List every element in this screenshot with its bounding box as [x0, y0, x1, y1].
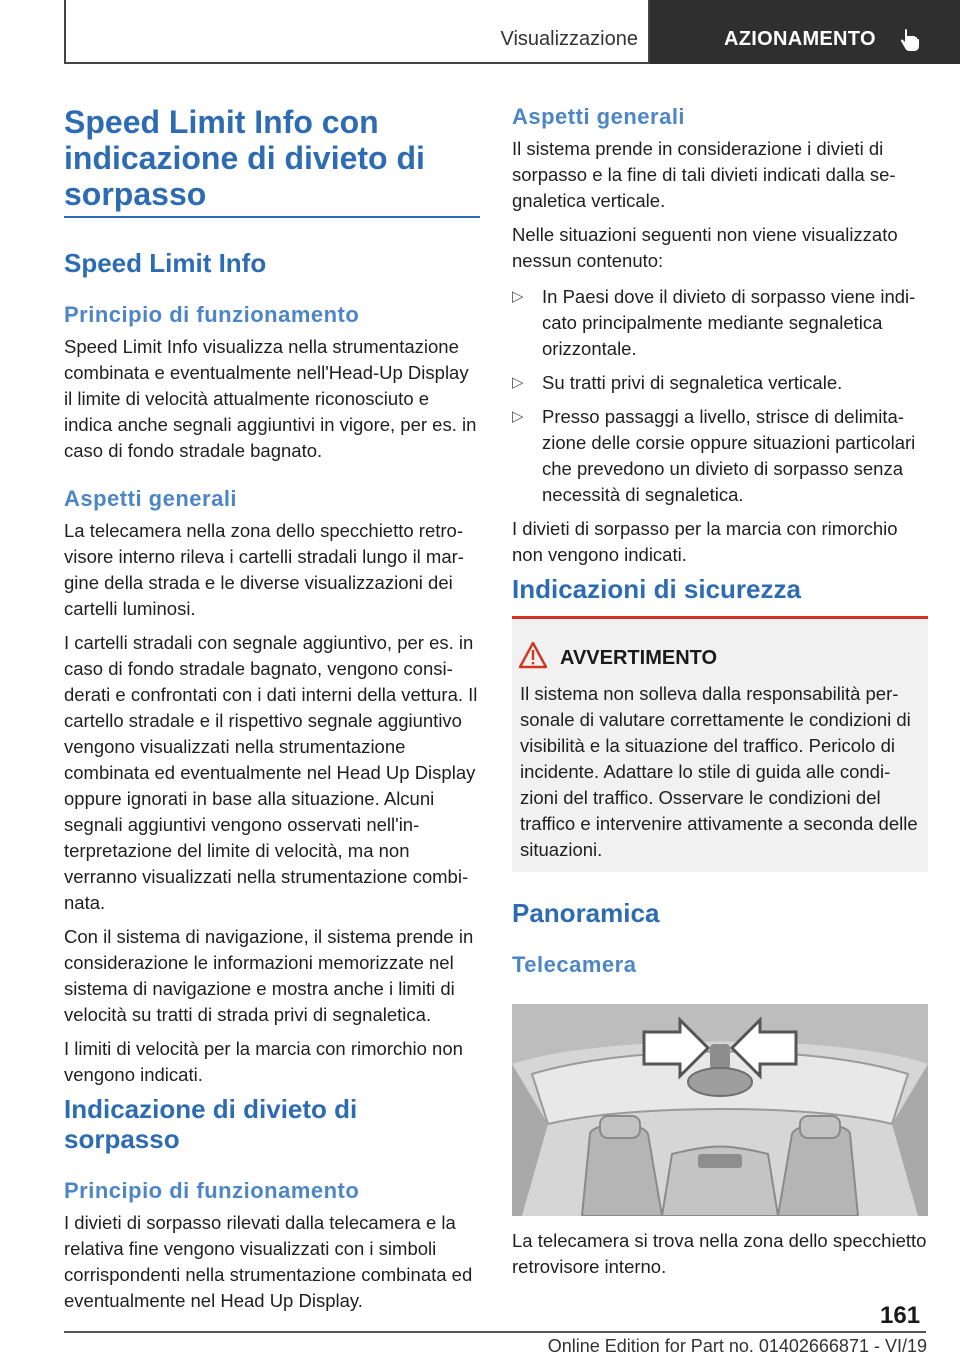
bullet-triangle-icon: ▷ [512, 374, 524, 391]
list-item [512, 284, 928, 362]
list-item [512, 370, 928, 396]
heading-overtake-indication: Indicazione di divieto di sorpasso [64, 1094, 358, 1154]
right-safety-heading-block [512, 574, 928, 604]
paragraph-principle: Speed Limit Info visualizza nella strumentazione combinata e eventualmente nell'Head-Up Display il limite di velocità attualmente riconosciuto e indica anche segnali aggiuntivi in vigore, per es. in caso di fondo stradale bagnato. [64, 336, 477, 461]
left-section-speed-limit [64, 248, 480, 278]
title-underline [64, 216, 480, 218]
footer-rule [64, 1331, 926, 1333]
paragraph-general-4: I limiti di velocità per la marcia con rimorchio non vengono indicati. [64, 1038, 463, 1085]
heading-speed-limit-info: Speed Limit Info [64, 248, 267, 278]
hand-pointer-icon [898, 28, 922, 54]
heading-general: Aspetti generali [64, 486, 238, 511]
car-interior-illustration [512, 1004, 928, 1216]
page-number: 161 [880, 1302, 921, 1329]
paragraph-general-2: I cartelli stradali con segnale aggiuntivo, per es. in caso di fondo stradale bagnato, vengono considerati e confrontati con i dati interni della vettura. Il cartello stradale e il rispettivo segnale aggiuntivo vengono visualizzati nella strumentazione combinata ed eventualmente nel Head Up Display oppure ignorati in base alla situazione. Alcuni segnali aggiuntivi vengono osservati nell'interpretazione del limite di velocità, ma non verranno visualizzati nella strumentazione combinata. [64, 632, 478, 913]
list-item [512, 404, 928, 508]
page-title: Speed Limit Info con indicazione di divieto di sorpasso [64, 104, 425, 212]
warning-title: AVVERTIMENTO [560, 647, 718, 669]
situations-list [512, 284, 928, 508]
right-general-block [512, 104, 928, 568]
paragraph-right-general-2: Nelle situazioni seguenti non viene visualizzato nessun contenuto: [512, 224, 898, 271]
bullet-triangle-icon: ▷ [512, 408, 524, 425]
camera-location-figure [512, 1004, 928, 1216]
paragraph-general-3: Con il sistema di navigazione, il sistema prende in considerazione le informazioni memorizzate nel sistema di navigazione e mostra anche i limiti di velocità su tratti di strada privi di segnaletica. [64, 926, 474, 1025]
paragraph-right-general-3: I divieti di sorpasso per la marcia con rimorchio non vengono indicati. [512, 518, 898, 565]
header-section-label: Visualizzazione [500, 28, 638, 50]
left-principle-block [64, 302, 480, 464]
warning-box [512, 616, 928, 872]
paragraph-general-1: La telecamera nella zona dello specchietto retrovisore interno rileva i cartelli stradali lungo il margine della strada e le diverse visualizzazioni dei cartelli luminosi. [64, 520, 464, 619]
warning-triangle-icon [518, 641, 548, 669]
paragraph-overtake: I divieti di sorpasso rilevati dalla telecamera e la relativa fine vengono visualizzati con i simboli corrispondenti nella strumentazione combinata ed eventualmente nel Head Up Display. [64, 1212, 473, 1311]
left-general-block [64, 486, 480, 1088]
heading-safety: Indicazioni di sicurezza [512, 574, 801, 604]
header-chapter-tab[interactable] [650, 0, 960, 64]
heading-camera: Telecamera [512, 952, 637, 977]
left-overtake-block [64, 1094, 480, 1314]
heading-right-general: Aspetti generali [512, 104, 686, 129]
header-chapter-label: AZIONAMENTO [724, 28, 876, 50]
heading-overtake-principle: Principio di funzionamento [64, 1178, 360, 1203]
list-item-text: In Paesi dove il divieto di sorpasso viene indicato principalmente mediante segnaletica orizzontale. [542, 286, 916, 359]
figure-caption: La telecamera si trova nella zona dello specchietto retrovisore interno. [512, 1230, 927, 1277]
heading-principle: Principio di funzionamento [64, 302, 360, 327]
paragraph-right-general-1: Il sistema prende in considerazione i divieti di sorpasso e la fine di tali divieti indicati dalla segnaletica verticale. [512, 138, 896, 211]
figure-caption-block [512, 1228, 928, 1280]
right-overview-block [512, 898, 928, 978]
bullet-triangle-icon: ▷ [512, 288, 524, 305]
list-item-text: Presso passaggi a livello, strisce di delimitazione delle corsie oppure situazioni particolari che prevedono un divieto di sorpasso senza necessità di segnaletica. [542, 406, 916, 505]
list-item-text: Su tratti privi di segnaletica verticale. [542, 372, 843, 393]
warning-text: Il sistema non solleva dalla responsabilità personale di valutare correttamente le condizioni di visibilità e la situazione del traffico. Pericolo di incidente. Adattare lo stile di guida alle condizioni del traffico. Osservare le condizioni del traffico e intervenire attivamente a seconda delle situazioni. [520, 683, 918, 860]
heading-overview: Panoramica [512, 898, 660, 928]
footer-edition: Online Edition for Part no. 01402666871 - VI/19 [547, 1336, 927, 1356]
